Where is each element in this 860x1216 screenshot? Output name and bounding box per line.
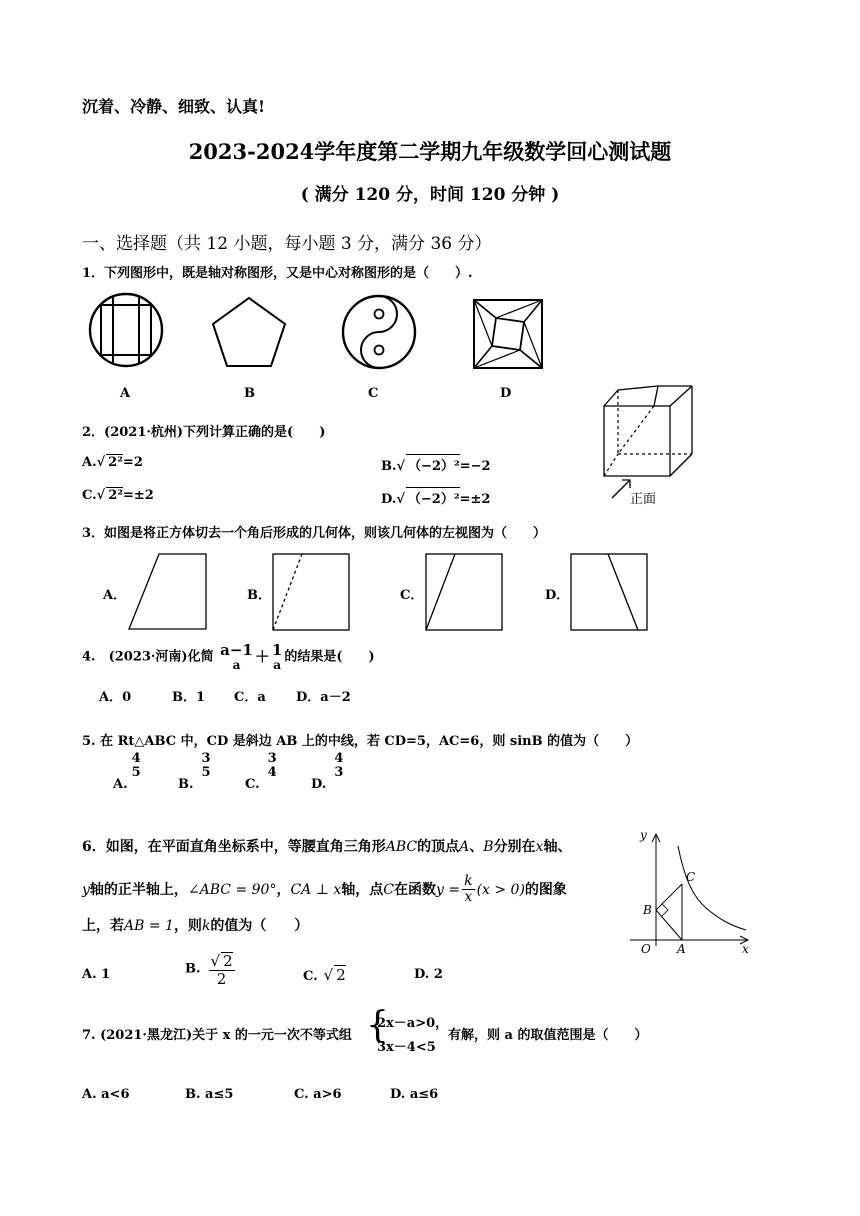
q1-label-b: B: [244, 386, 255, 401]
q2-c-radicand: 2²: [108, 488, 123, 503]
q4-option-d: D．a－2: [296, 690, 351, 705]
cut-cube-figure: [602, 384, 702, 504]
q3-figure-b: [272, 553, 350, 631]
q4-post: 的结果是( ): [284, 649, 375, 665]
question-6-line-1: 6．如图，在平面直角坐标系中，等腰直角三角形ABC的顶点A、B分别在x轴、: [82, 839, 572, 855]
q2-c-result: =±2: [122, 488, 154, 503]
q1-label-d: D: [500, 386, 512, 401]
q5-option-d: D. 4 3: [311, 751, 344, 792]
q3-label-c: C．: [400, 588, 424, 603]
q2-option-a: A.√ 2²=2: [82, 455, 143, 470]
q2-d-label: D.: [381, 492, 397, 507]
exam-title: 2023-2024学年度第二学期九年级数学回心测试题: [188, 139, 672, 164]
q3-figure-c: [425, 553, 503, 631]
question-2-stem: 2．(2021·杭州)下列计算正确的是( ): [82, 425, 326, 440]
figure-yin-yang: [341, 294, 417, 370]
q6-option-a: A. 1: [82, 967, 111, 982]
q7-inequality-1: 2x－a>0，: [377, 1016, 449, 1031]
q2-b-result: =−2: [459, 459, 491, 474]
q7-option-c: C. a>6: [294, 1087, 342, 1102]
graph-label-origin: O: [641, 942, 651, 956]
q3-label-a: A．: [103, 588, 127, 603]
q2-option-c: C.√ 2²=±2: [82, 488, 154, 503]
q7-option-d: D. a≤6: [390, 1087, 439, 1102]
q3-figure-d: [570, 553, 648, 631]
q7-option-a: A. a<6: [82, 1087, 130, 1102]
q4-option-b: B．1: [172, 690, 206, 705]
q4-pre: 4. (2023·河南)化简: [82, 649, 214, 665]
q3-figure-a: [128, 553, 208, 631]
question-3-stem: 3．如图是将正方体切去一个角后形成的几何体，则该几何体的左视图为（ ）: [82, 526, 547, 541]
figure-circle-square: [88, 292, 164, 368]
q4-option-c: C．a: [234, 690, 266, 705]
q2-a-result: =2: [122, 455, 143, 470]
motto: 沉着、冷静、细致、认真!: [82, 97, 266, 116]
front-view-label: 正面: [630, 492, 657, 507]
q2-b-radicand: （−2）²: [406, 454, 460, 474]
q2-a-radicand: 2²: [108, 455, 123, 470]
question-7-post: 有解，则 a 的取值范围是（ ）: [448, 1028, 648, 1043]
q5-option-c: C. 3 4: [245, 751, 277, 792]
q6-option-d: D. 2: [414, 967, 443, 982]
graph-label-c: C: [686, 870, 696, 884]
q2-d-result: =±2: [459, 492, 491, 507]
q7-brace: {: [366, 1005, 389, 1046]
q5-option-a: A. 4 5: [113, 751, 141, 792]
question-5-stem: 5. 在 Rt△ABC 中，CD 是斜边 AB 上的中线，若 CD=5，AC=6，则 sinB 的值为（ ）: [82, 734, 639, 749]
q6-option-c: C. √ 2: [303, 966, 346, 984]
q2-d-radicand: （−2）²: [406, 487, 460, 507]
q7-inequality-2: 3x－4<5: [377, 1040, 436, 1055]
q2-c-label: C.: [82, 488, 97, 503]
graph-label-a: A: [677, 942, 686, 956]
q3-label-d: D．: [545, 588, 570, 603]
q4-option-a: A．0: [99, 690, 132, 705]
question-1-stem: 1．下列图形中，既是轴对称图形，又是中心对称图形的是（ ）.: [82, 266, 473, 281]
q6-coordinate-graph: [626, 826, 756, 960]
q1-label-a: A: [120, 386, 131, 401]
question-6-line-2: y轴的正半轴上，∠ABC = 90°，CA ⊥ x轴，点C在函数y = $\frac{k}{x}$ (x > 0)的图象: [82, 873, 567, 906]
figure-square-pinwheel: [472, 298, 544, 370]
q3-label-b: B．: [247, 588, 271, 603]
q2-option-d: D.√ （−2）²=±2: [381, 487, 490, 507]
q2-a-label: A.: [82, 455, 97, 470]
q2-option-b: B.√ （−2）²=−2: [381, 454, 491, 474]
question-7-pre: 7. (2021·黑龙江)关于 x 的一元一次不等式组: [82, 1028, 352, 1043]
question-4-stem: [82, 642, 375, 672]
figure-pentagon: [211, 294, 287, 370]
q4-plus: ＋: [254, 647, 270, 666]
question-6-line-3: 上，若AB = 1，则k的值为（ ）: [82, 918, 309, 934]
q6-option-b: B. $\frac{√ 2}{2}$: [185, 952, 233, 988]
q5-option-b: B. 3 5: [178, 751, 211, 792]
q2-b-label: B.: [381, 459, 397, 474]
exam-subtitle: ( 满分 120 分，时间 120 分钟 ): [300, 185, 560, 205]
q4-fraction-1: a−1 a: [220, 641, 253, 672]
q4-fraction-2: 1 a: [271, 641, 283, 672]
graph-label-x: x: [742, 942, 749, 956]
section-heading: 一、选择题（共 12 小题，每小题 3 分，满分 36 分）: [82, 234, 492, 254]
q1-label-c: C: [368, 386, 379, 401]
graph-label-b: B: [643, 903, 652, 917]
q7-option-b: B. a≤5: [185, 1087, 234, 1102]
graph-label-y: y: [640, 828, 647, 842]
